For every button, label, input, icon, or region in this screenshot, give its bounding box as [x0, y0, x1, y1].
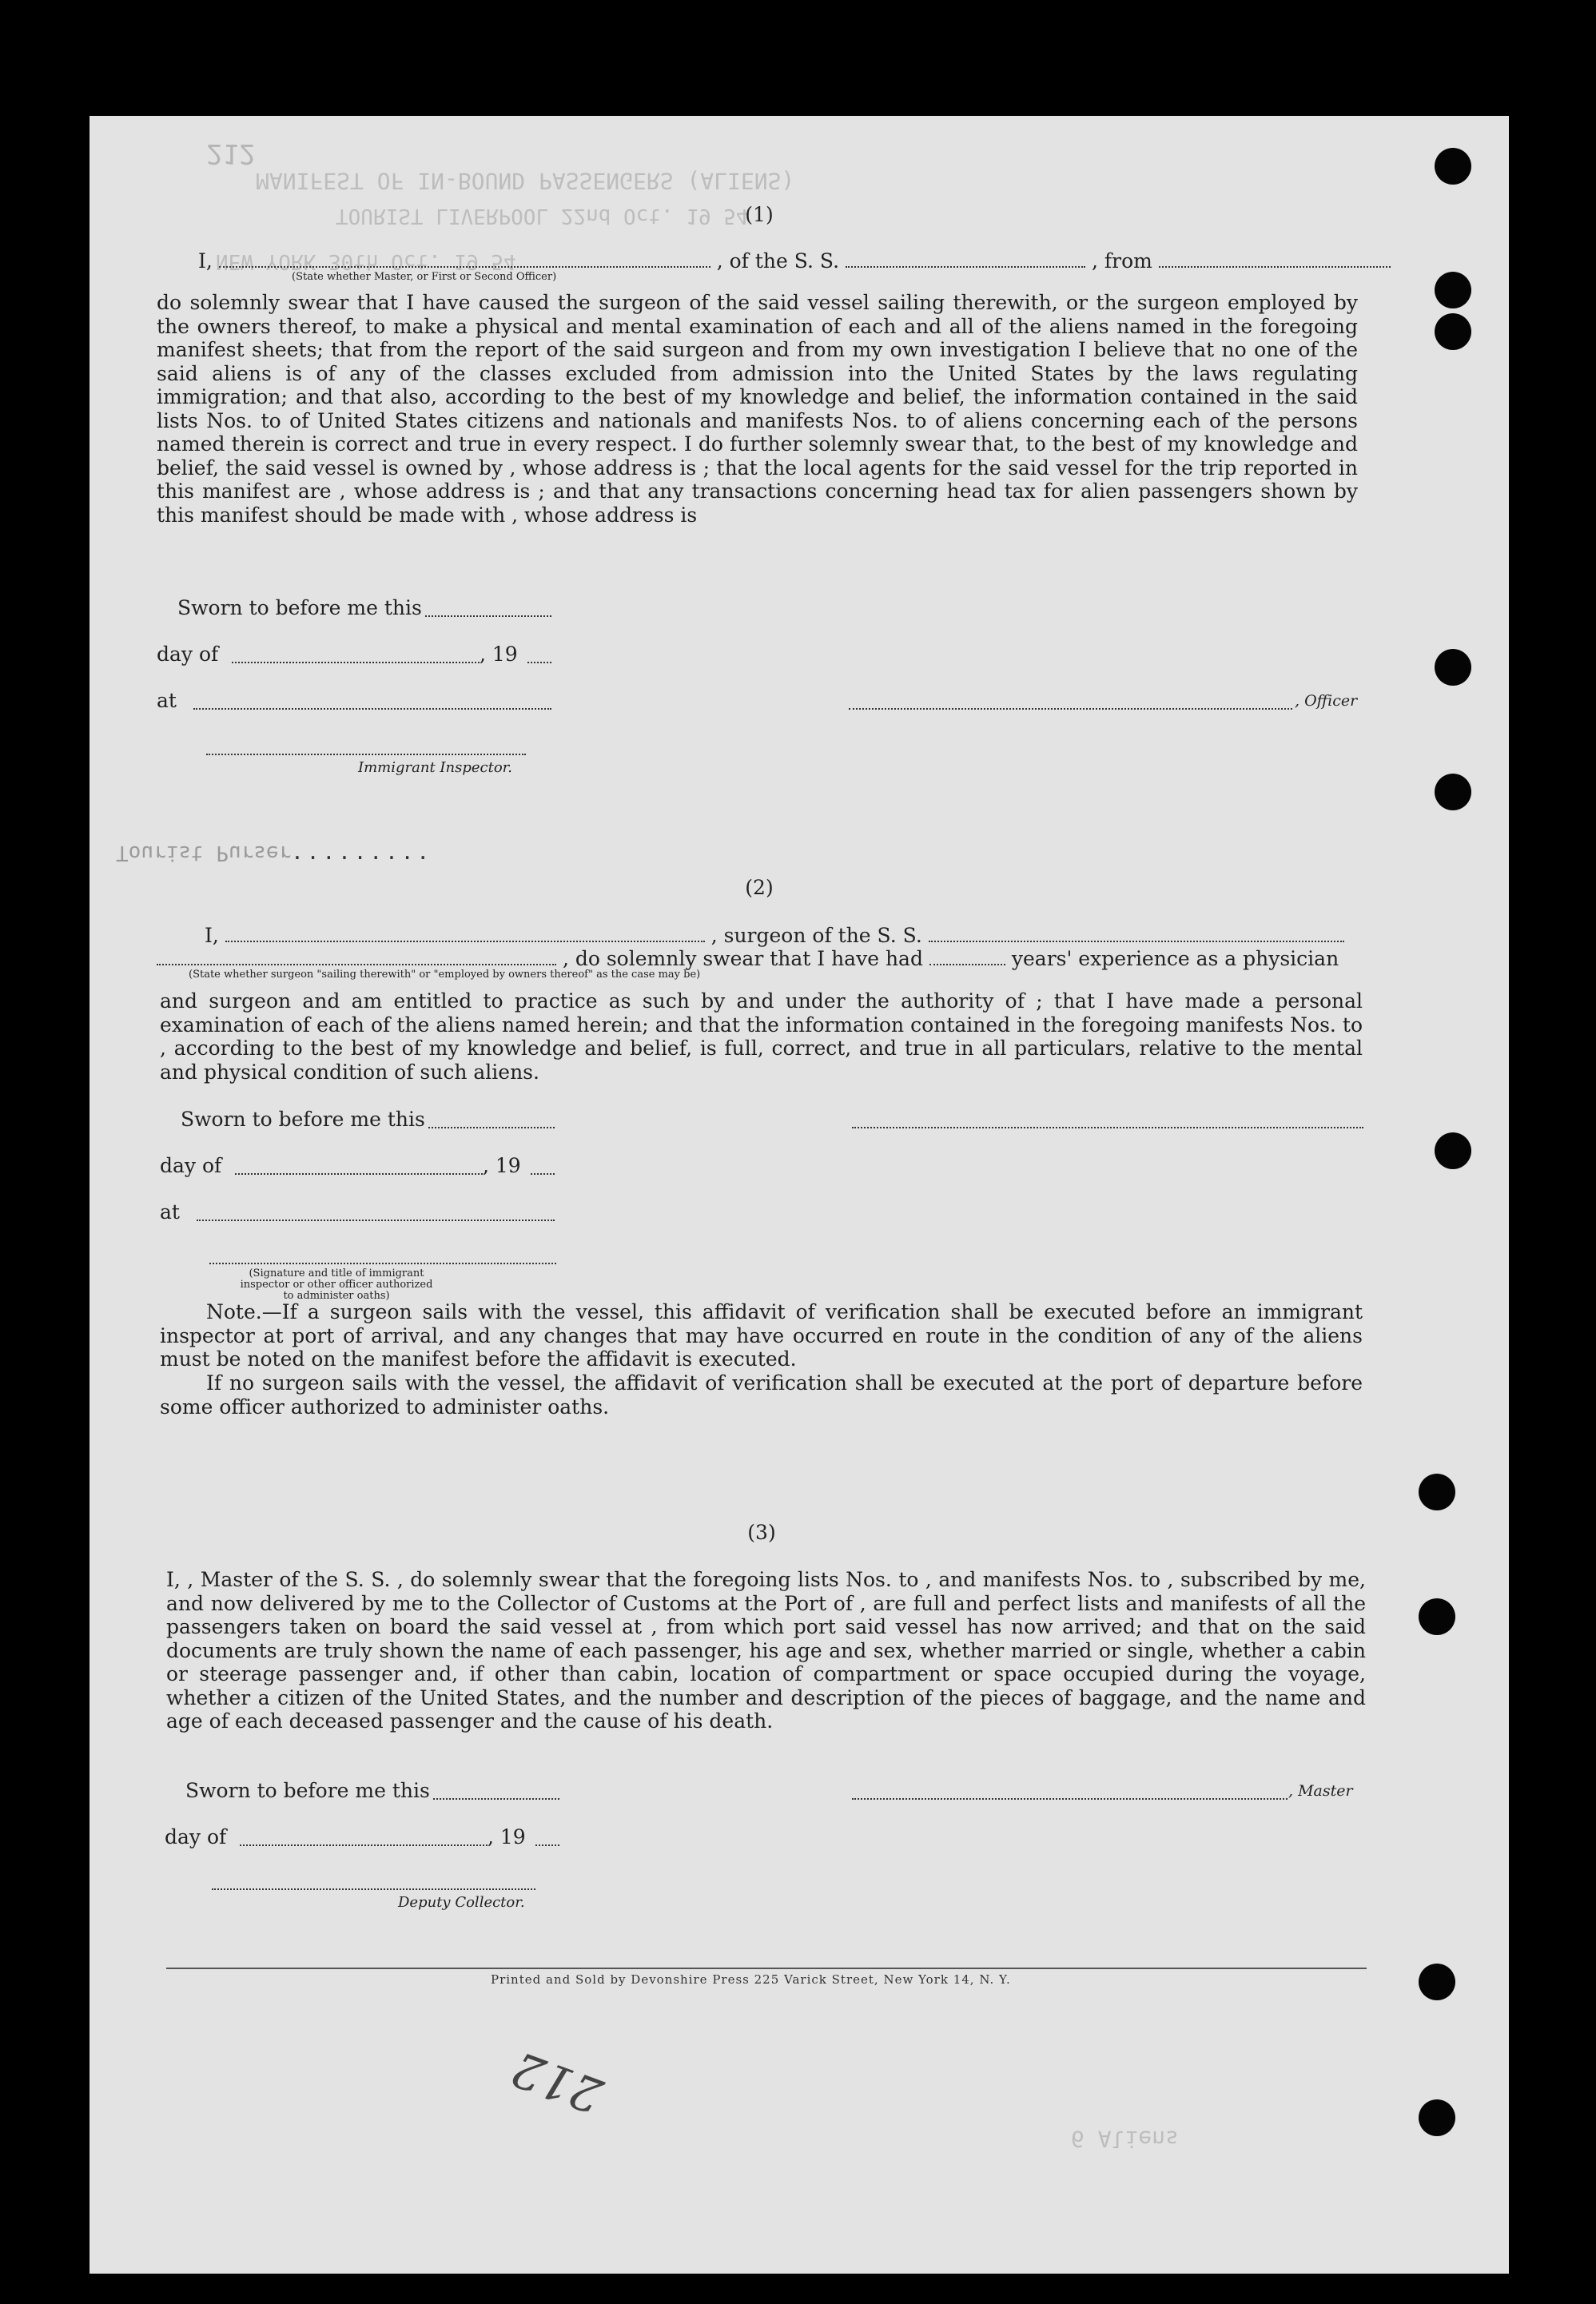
oath-i-label: I, [198, 249, 213, 273]
surgeon-name-field[interactable] [225, 941, 705, 942]
surgeon-ship-field[interactable] [929, 941, 1344, 942]
bleed-through-class-line: TOURIST LIVERPOOL 22nd Oct. 19 54 [336, 204, 749, 228]
master-day-of-field[interactable] [240, 1844, 488, 1846]
section-2-year-label: , 19 [483, 1154, 521, 1177]
master-signature-field[interactable] [852, 1798, 1288, 1800]
section-1-at-label: at [157, 689, 177, 712]
solemnly-swear-label: , do solemnly swear that I have had [562, 947, 923, 970]
note-surgeon-sails: Note.—If a surgeon sails with the vessel, this affidavit of verification shall be executed before an immigrant inspector at port of arrival, and any changes that may have occurred en route in the condition of any of the aliens must be noted on the manifest before the affidavit is executed. [160, 1300, 1363, 1371]
master-label: , Master [1288, 1782, 1353, 1800]
at-location-field[interactable] [193, 708, 551, 710]
signature-title-note: (Signature and title of immigrant inspector or other officer authorized to administer oaths) [240, 1267, 433, 1302]
section-1-heading: (1) [745, 203, 774, 226]
binder-hole [1419, 1598, 1455, 1635]
day-of-field[interactable] [232, 662, 480, 663]
binder-hole [1435, 774, 1471, 810]
section-2-body: and surgeon and am entitled to practice as such by and under the authority of ; that I have made a personal examination of each of the aliens named herein; and that the information contained in the foregoing manifests Nos. to , according to the best of my knowledge and belief, is full, correct, and true in all particulars, relative to the mental and physical condition of such aliens. [160, 989, 1363, 1084]
surgeon-year-field[interactable] [531, 1173, 555, 1175]
of-the-ss-label: , of the S. S. [716, 249, 840, 273]
immigrant-inspector-label: Immigrant Inspector. [358, 759, 513, 776]
bleed-through-ny-line: NEW YORK 30th Oct. 19 54 [216, 249, 516, 273]
surgeon-sworn-date-field[interactable] [428, 1127, 555, 1128]
section-1-day-of-label: day of [157, 643, 219, 666]
surgeon-status-field[interactable] [157, 964, 556, 965]
binder-hole [1435, 148, 1471, 185]
bleed-through-aliens-count: 6 Aliens [1071, 2126, 1179, 2152]
collector-signature-field[interactable] [212, 1888, 535, 1890]
sworn-date-field[interactable] [425, 615, 551, 617]
section-3-body: I, , Master of the S. S. , do solemnly swear that the foregoing lists Nos. to , and manifests Nos. to , subscribed by me, and now delivered by me to the Collector of Customs at the Port of , are full and perfect lists and manifests of all the passengers taken on board the said vessel at , from which port said vessel has now arrived; and that on the said documents are truly shown the name of each passenger, his age and sex, whether married or single, whether a cabin or steerage passenger and, if other than cabin, location of compartment or space occupied during the voyage, whether a citizen of the United States, and the number and description of the pieces of baggage, and the name and age of each deceased passenger and the cause of his death. [166, 1568, 1366, 1733]
section-2-sworn-label: Sworn to before me this [181, 1108, 425, 1131]
section-1-sworn-label: Sworn to before me this [177, 596, 422, 619]
surgeon-note: (State whether surgeon "sailing therewith" or "employed by owners thereof" as the case may be) [189, 969, 701, 981]
inspector-sig-field-2[interactable] [209, 1263, 556, 1264]
note-no-surgeon: If no surgeon sails with the vessel, the affidavit of verification shall be executed at the port of departure before some officer authorized to administer oaths. [160, 1371, 1363, 1419]
ship-name-field[interactable] [846, 266, 1085, 268]
section-1-oath-line [198, 249, 1391, 273]
printer-rule [166, 1968, 1367, 1969]
from-port-field[interactable] [1159, 266, 1391, 268]
surgeon-i-label: I, [205, 924, 219, 947]
binder-hole [1435, 1132, 1471, 1169]
bleed-through-header: MANIFEST OF IN-BOUND PASSENGERS (ALIENS) [256, 168, 795, 194]
printer-imprint: Printed and Sold by Devonshire Press 225 Varick Street, New York 14, N. Y. [491, 1972, 1011, 1987]
surgeon-of-ss-label: , surgeon of the S. S. [710, 924, 922, 947]
year-field[interactable] [527, 662, 551, 663]
rank-note: (State whether Master, or First or Second Officer) [292, 271, 557, 283]
section-3-year-label: , 19 [488, 1825, 526, 1848]
officer-signature-field[interactable] [849, 708, 1292, 710]
binder-hole [1435, 649, 1471, 686]
tourist-purser-stamp: Tourist Purser......... [116, 841, 433, 865]
surgeon-day-of-field[interactable] [235, 1173, 483, 1175]
binder-hole [1435, 272, 1471, 308]
handwritten-number: 212 [504, 2039, 611, 2124]
section-2-heading: (2) [745, 876, 774, 899]
section-3-day-of-label: day of [165, 1825, 227, 1848]
inspector-signature-field[interactable] [206, 754, 526, 755]
officer-name-field[interactable] [219, 266, 710, 268]
master-year-field[interactable] [535, 1844, 559, 1846]
tourist-purser-text: Tourist Purser [116, 841, 292, 865]
officer-label: , Officer [1295, 692, 1358, 710]
binder-hole [1419, 1964, 1455, 2000]
section-1-year-label: , 19 [480, 643, 518, 666]
section-3-heading: (3) [747, 1521, 776, 1544]
deputy-collector-label: Deputy Collector. [398, 1894, 525, 1911]
surgeon-signature-field[interactable] [852, 1127, 1363, 1128]
section-1-body: do solemnly swear that I have caused the surgeon of the said vessel sailing therewith, or the surgeon employed by the owners thereof, to make a physical and mental examination of each and all of the aliens named in the foregoing manifest sheets; that from the report of the said surgeon and from my own investigation I believe that no one of the said aliens is of any of the classes excluded from admission into the United States by the laws regulating immigration; and that also, according to the best of my knowledge and belief, the information contained in the said lists Nos. to of United States citizens and nationals and manifests Nos. to of aliens concerning each of the persons named therein is correct and true in every respect. I do further solemnly swear that, to the best of my knowledge and belief, the said vessel is owned by , whose address is ; that the local agents for the said vessel for the trip reported in this manifest are , whose address is ; and that any transactions concerning head tax for alien passengers shown by this manifest should be made with , whose address is [157, 291, 1358, 527]
page-number-mark: 212 [206, 137, 256, 169]
years-experience-field[interactable] [929, 964, 1005, 965]
section-2-at-label: at [160, 1200, 180, 1224]
section-3-sworn-label: Sworn to before me this [185, 1779, 430, 1802]
section-2-day-of-label: day of [160, 1154, 222, 1177]
binder-hole [1419, 1474, 1455, 1510]
section-2-line-2 [157, 947, 1339, 970]
master-sworn-date-field[interactable] [433, 1798, 559, 1800]
binder-hole [1435, 313, 1471, 350]
from-label: , from [1092, 249, 1152, 273]
years-experience-label: years' experience as a physician [1011, 947, 1339, 970]
binder-hole [1419, 2099, 1455, 2136]
surgeon-at-field[interactable] [197, 1220, 555, 1221]
section-2-oath-line [205, 924, 1344, 947]
